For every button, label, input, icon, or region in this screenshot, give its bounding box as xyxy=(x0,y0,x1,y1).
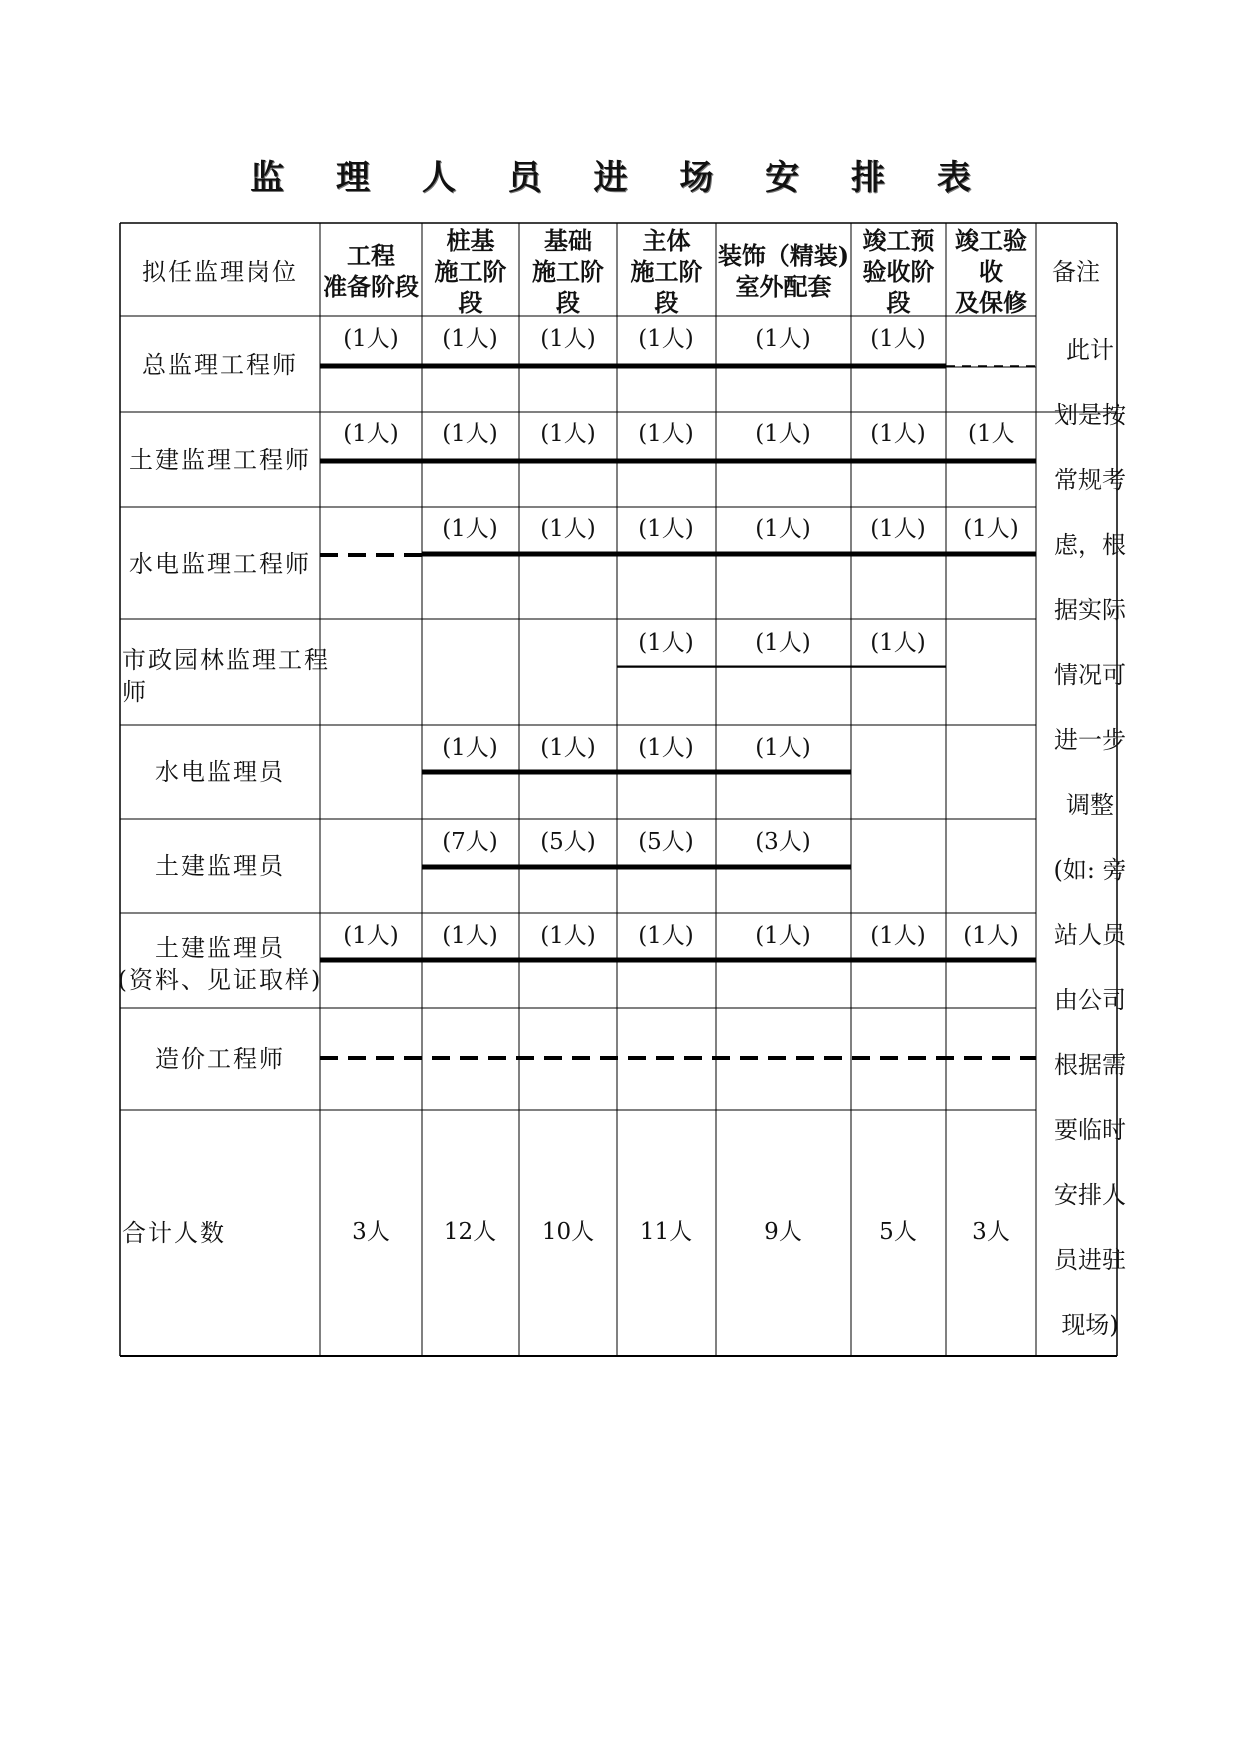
page-title: 监 理 人 员 进 场 安 排 表 xyxy=(250,158,991,198)
cell: (1人) xyxy=(755,630,811,656)
header-stage-main: 主体 施工阶 段 xyxy=(630,226,703,317)
total-value: 3人 xyxy=(972,1219,1010,1245)
header-stage-prep: 工程 准备阶段 xyxy=(323,241,419,301)
cell: (1人) xyxy=(442,516,498,542)
totals-label: 合计人数 xyxy=(122,1219,226,1247)
cell: (1人) xyxy=(442,735,498,761)
total-value: 9人 xyxy=(764,1219,802,1245)
cell: (1人) xyxy=(442,923,498,949)
header-stage-decoration: 装饰（精装) 室外配套 xyxy=(717,241,850,301)
cell: (1人) xyxy=(540,326,596,352)
cell: (1人) xyxy=(638,326,694,352)
cell: (1人) xyxy=(755,923,811,949)
role-municipal-engineer: 市政园林监理工程 师 xyxy=(122,646,330,706)
header-stage-foundation: 基础 施工阶 段 xyxy=(532,226,604,317)
cell: (1人) xyxy=(963,923,1019,949)
cell: (1人) xyxy=(540,735,596,761)
cell: (1人) xyxy=(442,421,498,447)
cell: (1人) xyxy=(870,421,926,447)
cell: (1人) xyxy=(343,421,399,447)
cell: (1人) xyxy=(755,735,811,761)
total-value: 10人 xyxy=(541,1219,595,1245)
cell: (1人) xyxy=(540,421,596,447)
cell: (1人) xyxy=(540,516,596,542)
role-mep-supervisor: 水电监理员 xyxy=(155,758,285,786)
header-position: 拟任监理岗位 xyxy=(142,258,298,286)
role-civil-supervisor-docs: 土建监理员 (资料、见证取样) xyxy=(117,934,323,994)
header-stage-pre-acceptance: 竣工预 验收阶 段 xyxy=(862,226,935,317)
header-remarks: 备注 xyxy=(1052,258,1100,286)
cell: (5人) xyxy=(638,829,694,855)
header-stage-pile: 桩基 施工阶 段 xyxy=(434,226,507,317)
cell: (1人) xyxy=(638,923,694,949)
cell: (1人) xyxy=(540,923,596,949)
cell: (1人) xyxy=(870,326,926,352)
role-civil-supervisor: 土建监理员 xyxy=(155,852,285,880)
role-cost-engineer: 造价工程师 xyxy=(155,1045,285,1073)
total-value: 5人 xyxy=(879,1219,917,1245)
cell: (1人) xyxy=(870,923,926,949)
cell: (1人) xyxy=(963,516,1019,542)
cell: (1人) xyxy=(343,923,399,949)
header-stage-acceptance: 竣工验 收 及保修 xyxy=(955,226,1027,317)
total-value: 11人 xyxy=(639,1219,693,1245)
role-chief-engineer: 总监理工程师 xyxy=(142,351,298,379)
cell: (7人) xyxy=(442,829,498,855)
cell: (3人) xyxy=(755,829,811,855)
cell: (1人) xyxy=(870,516,926,542)
cell: (1人) xyxy=(343,326,399,352)
cell: (5人) xyxy=(540,829,596,855)
cell: (1人) xyxy=(755,421,811,447)
cell: (1人) xyxy=(755,516,811,542)
total-value: 12人 xyxy=(443,1219,497,1245)
cell: (1人) xyxy=(638,735,694,761)
cell: (1人) xyxy=(638,516,694,542)
total-value: 3人 xyxy=(352,1219,390,1245)
cell: (1人) xyxy=(638,421,694,447)
cell: (1人) xyxy=(442,326,498,352)
cell: (1人) xyxy=(755,326,811,352)
cell: (1人) xyxy=(870,630,926,656)
cell: (1人) xyxy=(638,630,694,656)
role-civil-engineer: 土建监理工程师 xyxy=(129,446,311,474)
role-mep-engineer: 水电监理工程师 xyxy=(129,550,311,578)
cell: (1人 xyxy=(968,421,1015,447)
remarks-note: 此计 划是按 常规考 虑，根 据实际 情况可 进一步 调整 (如: 旁 站人员 由公司 根据需 要临时 安排人 员进驻 现场) xyxy=(1053,336,1127,1339)
